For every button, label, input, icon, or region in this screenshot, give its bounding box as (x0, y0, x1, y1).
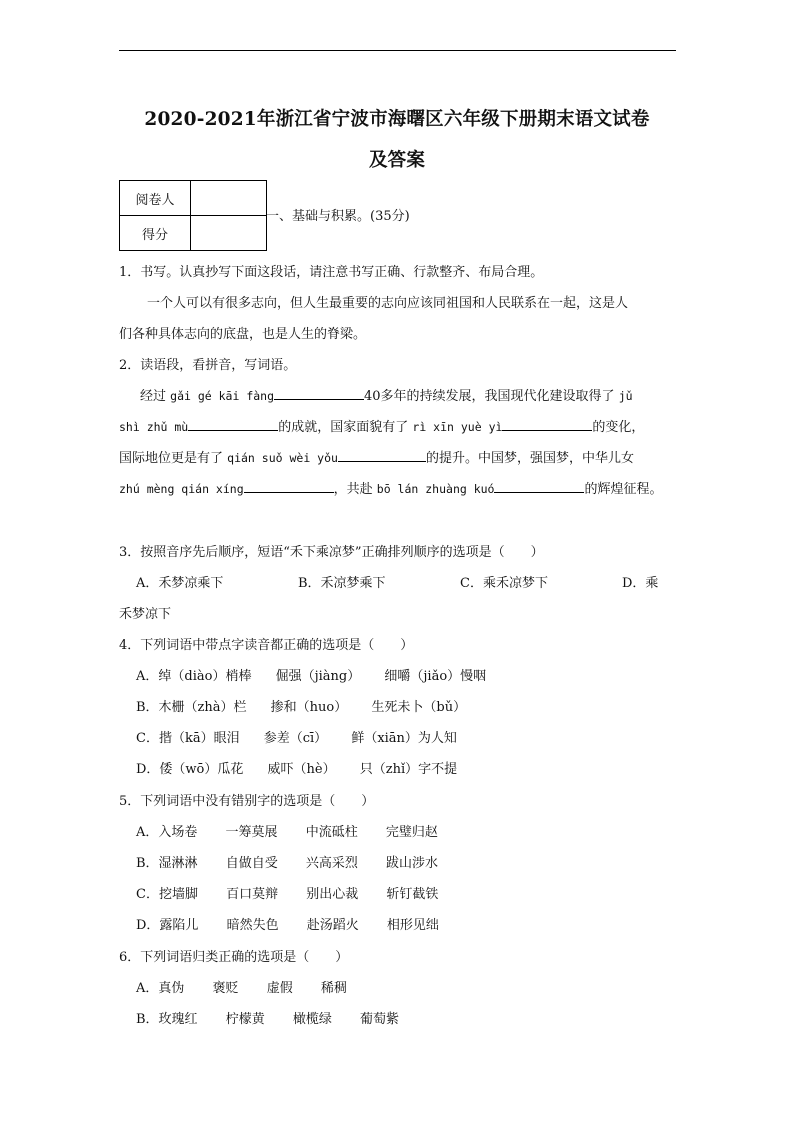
q4-option-c[interactable] (136, 727, 457, 746)
page-title: 2020-2021年浙江省宁波市海曙区六年级下册期末语文试卷 (144, 109, 650, 130)
q6-option-a[interactable] (136, 977, 347, 996)
q2-line2 (119, 416, 644, 435)
score-box (191, 216, 267, 251)
section-heading: 一、基础与积累。(35分) (266, 209, 410, 224)
answer-blank[interactable] (188, 418, 278, 431)
q6-word: 稀稠 (320, 981, 347, 996)
q4-word: 参差（cī） (263, 731, 328, 746)
q5-option-b[interactable] (136, 852, 438, 871)
q5-word: 斩钉截铁 (386, 887, 439, 902)
q2-text: 的提升。中国梦，强国梦，中华儿女 (425, 451, 634, 466)
q3-option-d[interactable]: D．乘 (622, 576, 659, 591)
q5-word: 相形见绌 (386, 918, 439, 933)
pinyin-prompt: bō lán zhuàng kuó (376, 482, 495, 496)
q6-stem: 6．下列词语归类正确的选项是（ ） (119, 950, 349, 965)
q6-word: A．真伪 (136, 981, 185, 996)
q4-word: 细嚼（jiǎo）慢咽 (384, 669, 487, 684)
q3-option-a[interactable]: A．禾梦凉乘下 (136, 576, 224, 591)
q1-passage-line2: 们各种具体志向的底盘，也是人生的脊梁。 (119, 327, 367, 342)
q5-option-d[interactable] (136, 914, 439, 933)
q6-option-b[interactable] (136, 1008, 399, 1027)
q6-word: 橄榄绿 (292, 1012, 332, 1027)
q5-word: 跋山涉水 (386, 856, 439, 871)
q2-text: 国际地位更是有了 (119, 451, 224, 466)
pinyin-prompt: rì xīn yuè yì (412, 420, 503, 434)
q2-text: 经过 (140, 389, 167, 404)
q3-option-c[interactable]: C．乘禾凉梦下 (460, 576, 548, 591)
q6-word: 褒贬 (212, 981, 239, 996)
reviewer-label: 阅卷人 (120, 181, 191, 216)
answer-blank[interactable] (502, 418, 592, 431)
pinyin-prompt: zhú mèng qián xíng (119, 482, 244, 496)
pinyin-prompt: jǔ (618, 389, 633, 403)
score-table (119, 180, 267, 251)
q5-word: C．挖墙脚 (136, 887, 198, 902)
pinyin-prompt: gǎi gé kāi fàng (170, 389, 275, 403)
q2-line1 (140, 385, 633, 404)
q6-word: 柠檬黄 (225, 1012, 265, 1027)
answer-blank[interactable] (244, 480, 334, 493)
q5-word: D．露陷儿 (136, 918, 199, 933)
page-title-continued: 及答案 (368, 150, 426, 171)
q5-word: A．入场卷 (136, 825, 198, 840)
q5-word: 兴高采烈 (305, 856, 358, 871)
q2-line3 (119, 447, 634, 466)
q5-word: 完璧归赵 (385, 825, 438, 840)
q5-option-a[interactable] (136, 821, 438, 840)
score-label: 得分 (120, 216, 191, 251)
q4-option-a[interactable] (136, 665, 486, 684)
answer-blank[interactable] (274, 387, 364, 400)
q2-text: 的成就，国家面貌有了 (278, 420, 409, 435)
q6-word: B．玫瑰红 (136, 1012, 198, 1027)
q2-stem: 2．读语段，看拼音，写词语。 (119, 358, 297, 373)
q2-line4 (119, 478, 663, 497)
q4-word: 只（zhǐ）字不提 (359, 762, 458, 777)
q2-text: 的辉煌征程。 (584, 482, 663, 497)
q3-stem: 3．按照音序先后顺序，短语“禾下乘凉梦”正确排列顺序的选项是（ ） (119, 545, 544, 560)
pinyin-prompt: shì zhǔ mù (119, 420, 189, 434)
q4-word: 倔强（jiàng） (275, 669, 361, 684)
q5-word: 中流砥柱 (305, 825, 358, 840)
q5-word: B．湿淋淋 (136, 856, 198, 871)
q5-option-c[interactable] (136, 883, 438, 902)
q5-word: 暗然失色 (226, 918, 279, 933)
q5-word: 一筹莫展 (225, 825, 278, 840)
q1-stem: 1．书写。认真抄写下面这段话，请注意书写正确、行款整齐、布局合理。 (119, 265, 544, 280)
q1-passage-line1: 一个人可以有很多志向，但人生最重要的志向应该同祖国和人民联系在一起，这是人 (147, 296, 629, 311)
q2-text: 的变化， (592, 420, 645, 435)
q5-word: 别出心裁 (306, 887, 359, 902)
q5-word: 赴汤蹈火 (306, 918, 359, 933)
pinyin-prompt: qián suǒ wèi yǒu (227, 451, 338, 465)
answer-blank[interactable] (338, 449, 426, 462)
q4-word: 掺和（huo） (270, 700, 348, 715)
q3-option-b[interactable]: B．禾凉梦乘下 (298, 576, 386, 591)
q4-word: D．倭（wō）瓜花 (136, 762, 244, 777)
q4-word: A．绰（diào）梢棒 (136, 669, 252, 684)
q2-text: ，共赴 (333, 482, 373, 497)
q4-word: C．揩（kā）眼泪 (136, 731, 240, 746)
q6-word: 虚假 (266, 981, 293, 996)
q2-text: 40多年的持续发展，我国现代化建设取得了 (364, 389, 615, 404)
q4-option-d[interactable] (136, 758, 457, 777)
answer-blank[interactable] (494, 480, 584, 493)
q4-stem: 4．下列词语中带点字读音都正确的选项是（ ） (119, 638, 414, 653)
q3-option-d-continued: 禾梦凉下 (119, 607, 172, 622)
q5-stem: 5．下列词语中没有错别字的选项是（ ） (119, 794, 375, 809)
header-rule (119, 50, 676, 51)
q4-word: 威吓（hè） (267, 762, 336, 777)
q5-word: 百口莫辩 (226, 887, 279, 902)
q6-word: 葡萄紫 (360, 1012, 400, 1027)
q5-word: 自做自受 (225, 856, 278, 871)
q4-word: 鲜（xiān）为人知 (351, 731, 457, 746)
q4-option-b[interactable] (136, 696, 466, 715)
q4-word: B．木栅（zhà）栏 (136, 700, 247, 715)
reviewer-box (191, 181, 267, 216)
q4-word: 生死未卜（bǔ） (371, 700, 467, 715)
